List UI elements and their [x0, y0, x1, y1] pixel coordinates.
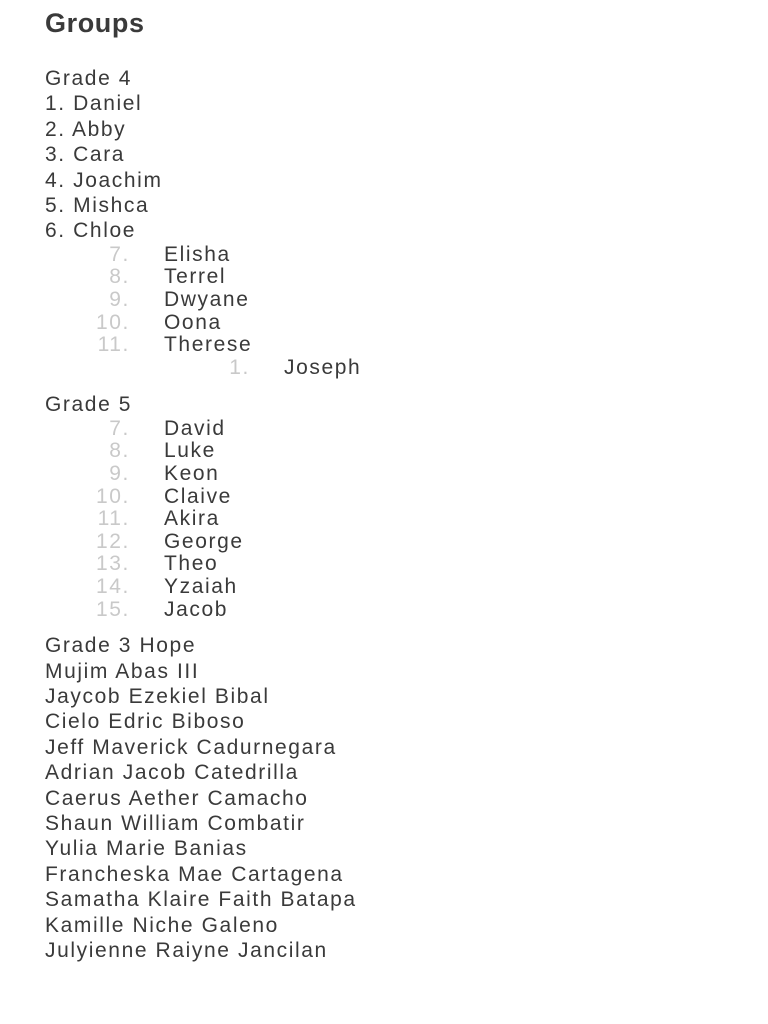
list-item: 4. Joachim — [45, 168, 163, 192]
list-item-name: Claive — [164, 484, 232, 508]
list-item: Cielo Edric Biboso — [45, 710, 246, 734]
grade-4-ordered-list — [45, 244, 745, 357]
list-item — [45, 576, 745, 599]
list-item — [45, 418, 745, 441]
list-number: 14. — [96, 574, 130, 598]
list-number: 12. — [96, 529, 130, 553]
note-body[interactable] — [45, 0, 745, 963]
grade-3-section — [45, 633, 745, 963]
list-item — [45, 440, 745, 463]
list-number: 1. — [229, 355, 250, 379]
grade-3-heading: Grade 3 Hope — [45, 634, 197, 658]
list-item-name: Akira — [164, 507, 220, 531]
list-item: Samatha Klaire Faith Batapa — [45, 888, 357, 912]
list-item-name: Elisha — [164, 242, 231, 266]
list-item: Adrian Jacob Catedrilla — [45, 761, 299, 785]
list-number: 11. — [97, 507, 130, 531]
list-item — [45, 244, 745, 267]
list-item — [45, 486, 745, 509]
grade-4-section — [45, 66, 745, 379]
list-number: 7. — [109, 416, 130, 440]
list-item: Jaycob Ezekiel Bibal — [45, 684, 270, 708]
list-number: 10. — [96, 484, 130, 508]
list-item: Shaun William Combatir — [45, 812, 306, 835]
list-item-name: Yzaiah — [164, 574, 238, 598]
list-item-name: Theo — [164, 552, 219, 576]
list-item-name: Dwyane — [164, 288, 250, 312]
list-item — [45, 357, 745, 380]
list-item: 1. Daniel — [45, 92, 143, 116]
list-number: 9. — [109, 462, 130, 485]
list-number: 15. — [96, 597, 130, 621]
list-item-name: Therese — [164, 333, 253, 357]
list-number: 13. — [96, 552, 130, 576]
list-number: 8. — [109, 439, 130, 463]
list-item-name: Terrel — [164, 265, 227, 289]
grade-4-plain-list — [45, 91, 745, 243]
grade-4-nested-list — [45, 357, 745, 380]
list-item — [45, 312, 745, 335]
list-item — [45, 266, 745, 289]
grade-3-names-list — [45, 659, 745, 964]
list-item — [45, 553, 745, 576]
list-item — [45, 463, 745, 486]
list-item-name: George — [164, 529, 244, 553]
grade-4-heading: Grade 4 — [45, 67, 133, 90]
list-item: Julyienne Raiyne Jancilan — [45, 939, 328, 963]
list-item — [45, 289, 745, 312]
list-item-name: Luke — [164, 439, 216, 463]
list-number: 11. — [97, 333, 130, 357]
list-number: 8. — [109, 265, 130, 289]
list-item — [45, 508, 745, 531]
list-item: 6. Chloe — [45, 219, 137, 243]
list-item-name: Joseph — [284, 355, 362, 379]
list-item: Mujim Abas III — [45, 659, 200, 683]
list-item: Francheska Mae Cartagena — [45, 862, 344, 886]
list-item: Jeff Maverick Cadurnegara — [45, 735, 337, 759]
list-item-name: Keon — [164, 462, 220, 485]
grade-5-section — [45, 392, 745, 621]
list-item: Caerus Aether Camacho — [45, 786, 309, 810]
list-item-name: Jacob — [164, 597, 229, 621]
list-item: 5. Mishca — [45, 194, 150, 218]
list-item-name: David — [164, 416, 226, 440]
list-item-name: Oona — [164, 310, 222, 334]
list-item: Yulia Marie Banias — [45, 837, 248, 861]
grade-5-ordered-list — [45, 418, 745, 621]
list-number: 7. — [109, 242, 130, 266]
list-item — [45, 531, 745, 554]
note-title: Groups — [45, 8, 145, 38]
list-number: 9. — [109, 288, 130, 312]
list-item — [45, 334, 745, 357]
list-item: Kamille Niche Galeno — [45, 913, 279, 937]
list-item — [45, 599, 745, 622]
list-item: 2. Abby — [45, 117, 127, 141]
grade-5-heading: Grade 5 — [45, 393, 133, 417]
list-number: 10. — [96, 310, 130, 334]
list-item: 3. Cara — [45, 143, 126, 167]
